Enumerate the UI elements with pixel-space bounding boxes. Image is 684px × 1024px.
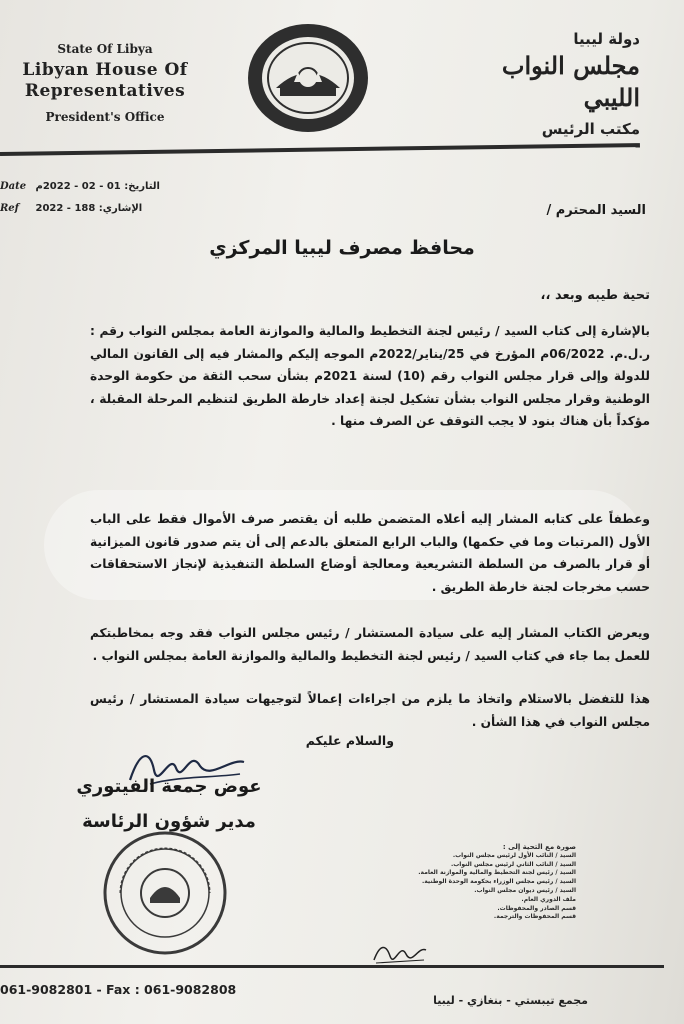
cc-item: قسم الصادر والمحفوظات. <box>497 904 576 912</box>
official-stamp-icon <box>100 828 230 958</box>
footer-address: مجمع تيبستي - بنغازي - ليبيا <box>433 994 588 1007</box>
cc-item: السيد / النائب الثاني لرئيس مجلس النواب. <box>450 860 576 868</box>
office-name-ar: مكتب الرئيس <box>541 120 640 138</box>
english-letterhead <box>10 42 200 124</box>
cc-list <box>346 843 576 922</box>
footer-phone-fax: 061-9082801 - Fax : 061-9082808 <box>0 982 237 997</box>
addressee-title: محافظ مصرف ليبيا المركزي <box>209 237 475 259</box>
ref-line <box>0 203 142 214</box>
cc-item: ملف الدوري العام. <box>521 895 576 903</box>
date-value: التاريخ: 01 - 02 - 2022م <box>35 181 160 192</box>
cc-item: السيد / رئيس ديوان مجلس النواب. <box>474 886 576 894</box>
salutation: السيد المحترم / <box>546 203 646 218</box>
cc-title: صورة مع التحية إلى : <box>502 843 576 851</box>
ref-label: Ref <box>0 203 19 214</box>
arabic-letterhead <box>440 30 640 138</box>
initials-signature <box>370 938 430 966</box>
header-divider <box>0 143 640 156</box>
date-line <box>0 181 160 192</box>
date-label: Date <box>0 181 27 192</box>
cc-item: السيد / رئيس مجلس الوزراء بحكومة الوحدة الوطنية. <box>422 878 576 886</box>
body-paragraph: بالإشارة إلى كتاب السيد / رئيس لجنة التخطيط والمالية والموازنة العامة بمجلس النواب رقم : ر.ل.م. 06/2022م المؤرخ في 25/يناير/2022م الموجه إليكم والمشار فيه إلى القانون المالي للدولة وإلى قرار مجلس النواب رقم (10) لسنة 2021م بشأن سحب الثقة من حكومة الوحدة الوطنية وقرار مجلس النواب بشأن تشكيل لجنة إعداد خارطة الطريق لتنظيم المرحلة المقبلة ، مؤكداً بأن هناك بنود لا يجب التوقف عن الصرف منها . <box>90 324 650 428</box>
greeting: تحية طيبه وبعد ،، <box>540 288 650 303</box>
signer-title: مدير شؤون الرئاسة <box>82 811 256 832</box>
footer-divider <box>0 965 664 968</box>
state-name-ar: دولة ليبيا <box>573 30 640 48</box>
cc-item: قسم المحفوظات والترجمة. <box>493 913 576 921</box>
house-name-en: Libyan House Of Representatives <box>22 60 188 101</box>
body-paragraph: وعطفاً على كتابه المشار إليه أعلاه المتضمن طلبه أن يقتصر صرف الأموال فقط على الباب الأول (المرتبات وما في حكمها) والباب الرابع المتعلق بالدعم إلى أن يتم صدور قانون الميزانية أو قرار بالصرف من السلطة التشريعية ومعالجة أوضاع السلطة التنفيذية لإنجاز الاستحقاقات حسب مخرجات لجنة خارطة الطريق . <box>90 512 650 594</box>
cc-item: السيد / رئيس لجنة التخطيط والمالية والموازنة العامة. <box>418 869 576 877</box>
ref-value: الإشاري: 188 - 2022 <box>35 203 143 214</box>
house-name-ar: مجلس النواب الليبي <box>501 51 640 112</box>
state-name-en: State Of Libya <box>57 42 153 56</box>
signer-name: عوض جمعة الفيتوري <box>76 776 262 797</box>
office-name-en: President's Office <box>45 110 165 124</box>
body-paragraph: ويعرض الكتاب المشار إليه على سيادة المستشار / رئيس مجلس النواب فقد وجه بمخاطبتكم للعمل بما جاء في كتاب السيد / رئيس لجنة التخطيط والمالية والموازنة العامة بمجلس النواب . <box>90 626 650 663</box>
body-paragraph: هذا للتفضل بالاستلام واتخاذ ما يلزم من اجراءات إعمالاً لتوجيهات سيادة المستشار / رئيس مجلس النواب في هذا الشأن . <box>90 692 650 729</box>
cc-item: السيد / النائب الأول لرئيس مجلس النواب. <box>452 851 576 859</box>
house-emblem-icon <box>246 22 370 134</box>
closing-line: والسلام عليكم <box>305 733 394 748</box>
